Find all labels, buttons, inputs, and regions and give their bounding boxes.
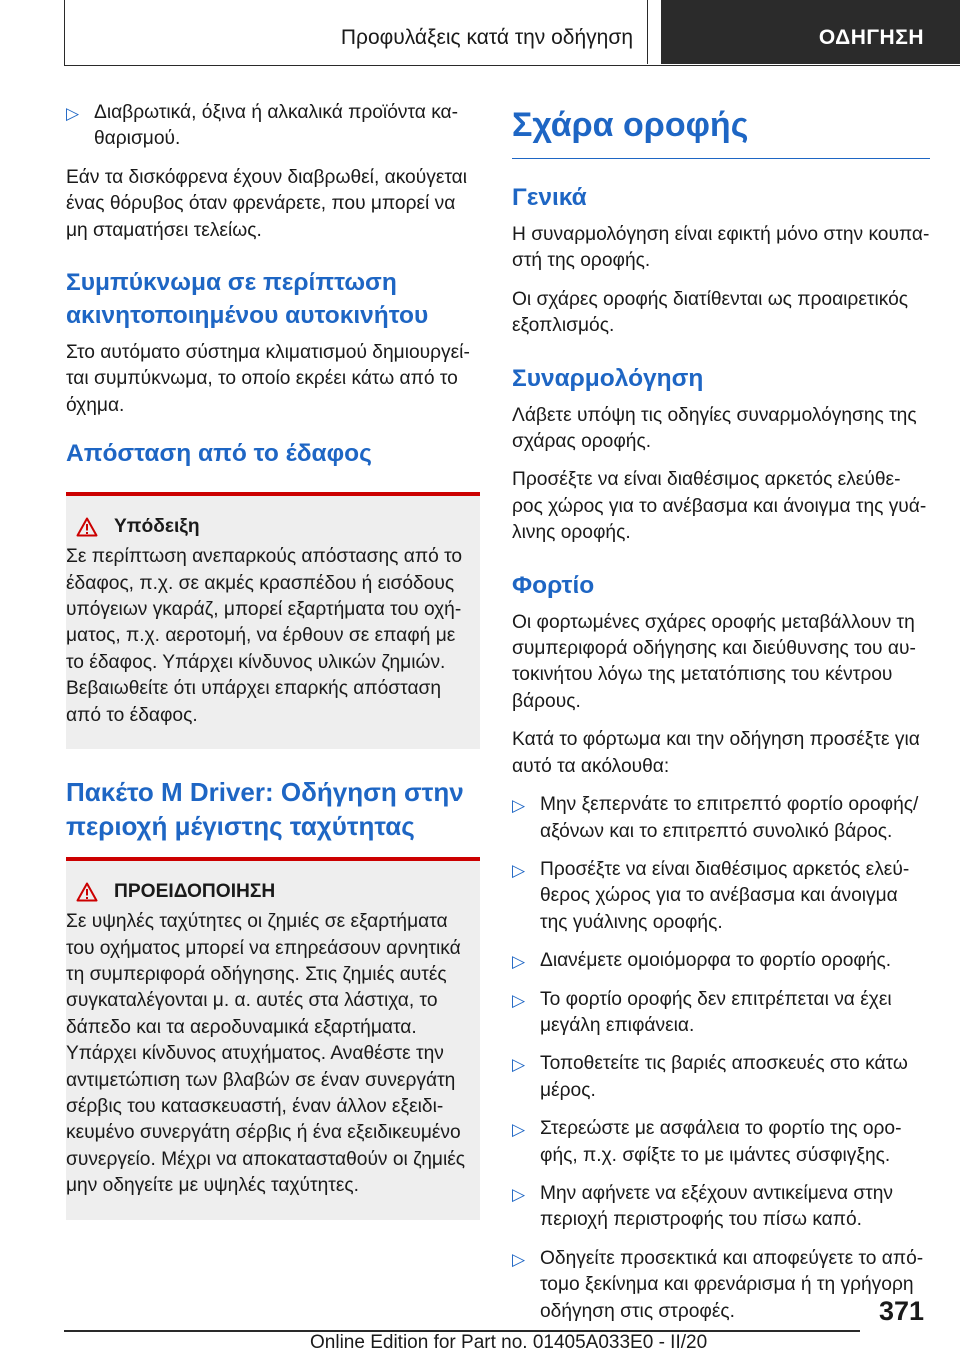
page-number: 371 (878, 1296, 924, 1326)
paragraph: Κατά το φόρτωμα και την οδήγηση προσέξτε για αυτό τα ακόλουθα: (512, 729, 920, 777)
list-item: ▷ Το φορτίο οροφής δεν επιτρέπεται να έχει μεγάλη επιφάνεια. (512, 988, 892, 1036)
list-item: ▷ Μην ξεπερνάτε το επιτρεπτό φορτίο οροφής/ αξόνων και το επιτρεπτό συνολικό βάρος. (512, 794, 919, 842)
bullet-triangle-icon: ▷ (512, 796, 526, 816)
paragraph: Εάν τα δισκόφρενα έχουν διαβρωθεί, ακούγεται ένας θόρυβος όταν φρενάρετε, που μπορεί να μη σταματήσει τελείως. (66, 166, 468, 241)
paragraph: Στο αυτόματο σύστημα κλιματισμού δημιουργεί‐ται συμπύκνωμα, το οποίο εκρέει κάτω από το όχημα. (66, 342, 470, 416)
section-heading: Συναρμολόγηση (512, 364, 704, 392)
list-item: ▷ Διαβρωτικά, όξινα ή αλκαλικά προϊόντα κα‐θαρισμού. (66, 102, 459, 150)
paragraph: Λάβετε υπόψη τις οδηγίες συναρμολόγησης της σχάρας οροφής. (512, 404, 917, 453)
list-item: ▷ Τοποθετείτε τις βαριές αποσκευές στο κάτω μέρος. (512, 1053, 908, 1101)
bullet-triangle-icon: ▷ (512, 1055, 526, 1075)
bullet-triangle-icon: ▷ (512, 1249, 526, 1269)
right-column (512, 104, 930, 1337)
bullet-triangle-icon: ▷ (512, 1120, 526, 1140)
warning-title: ΠΡΟΕΙΔΟΠΟΙΗΣΗ (114, 881, 276, 903)
section-title: Προφυλάξεις κατά την οδήγηση (340, 26, 633, 49)
header-section-title (66, 0, 648, 64)
chapter-title: ΟΔΗΓΗΣΗ (818, 26, 924, 49)
warning-callout (66, 857, 480, 1219)
list-item: ▷ Οδηγείτε προσεκτικά και αποφεύγετε το από‐τομο ξεκίνημα και φρενάρισμα ή τη γρήγορη οδήγηση στις στροφές. (512, 1247, 924, 1322)
edition-text: Online Edition for Part no. 01405A033E0 - II/20 (310, 1332, 708, 1353)
section-heading: Συμπύκνωμα σε περίπτωση ακινητοποιημένου αυτοκινήτου (66, 269, 429, 330)
list-item: ▷ Διανέμετε ομοιόμορφα το φορτίο οροφής. (512, 948, 930, 974)
list-item: ▷ Μην αφήνετε να εξέχουν αντικείμενα στην περιοχή περιστροφής του πίσω καπό. (512, 1182, 894, 1231)
warning-triangle-icon (76, 517, 98, 537)
footer-edition (310, 1332, 707, 1354)
warning-title-row (66, 881, 470, 903)
bullet-triangle-icon: ▷ (512, 860, 526, 880)
left-column (66, 100, 480, 1220)
section-heading: Φορτίο (512, 571, 595, 599)
list-item: ▷ Στερεώστε με ασφάλεια το φορτίο της ορο‐φής, π.χ. σφίξτε το με ιμάντες σύσφιγξης. (512, 1118, 902, 1166)
bullet-list (512, 792, 930, 1325)
warning-text: Σε υψηλές ταχύτητες οι ζημιές σε εξαρτήματα του οχήματος μπορεί να επηρεάσουν αρνητικά τη συμπεριφορά οδήγησης. Στις ζημιές αυτές συγκαταλέγονται μ. α. αυτές στα λάστιχα, το δάπεδο και τα αεροδυναμικά εξαρτήματα. Υπάρχει κίνδυνος ατυχήματος. Αναθέστε την αντιμετώπιση των βλαβών σε έναν συνεργάτη σέρβις του κατασκευαστή, έναν άλλον εξειδι‐κευμένο συνεργάτη σέρβις ή ένα εξειδικευμένο συνεργείο. Μέχρι να αποκατασταθούν οι ζημιές μην οδηγείτε με υψηλές ταχύτητες. (66, 911, 466, 1197)
note-text: Σε περίπτωση ανεπαρκούς απόστασης από το έδαφος, π.χ. σε ακμές κρασπέδου ή εισόδους υπόγειων γκαράζ, μπορεί εξαρτήματα του οχή‐ματος, π.χ. αεροτομή, να έρθουν σε επαφή με το έδαφος. Υπάρχει κίνδυνος υλικών ζημιών. Βεβαιωθείτε ότι υπάρχει επαρκής απόσταση από το έδαφος. (66, 546, 463, 726)
bullet-triangle-icon: ▷ (512, 952, 526, 972)
paragraph: Η συναρμολόγηση είναι εφικτή μόνο στην κουπα‐στή της οροφής. (512, 224, 930, 272)
note-callout (66, 492, 480, 749)
page-title: Σχάρα οροφής (512, 104, 930, 159)
section-heading: Γενικά (512, 184, 587, 211)
bullet-triangle-icon: ▷ (66, 104, 80, 123)
chapter-tab (661, 0, 960, 64)
note-title-row (66, 516, 470, 538)
paragraph: Οι σχάρες οροφής διατίθενται ως προαιρετικός εξοπλισμός. (512, 288, 909, 337)
section-heading: Πακέτο M Driver: Οδήγηση στην περιοχή μέγιστης ταχύτητας (66, 777, 464, 842)
section-heading: Απόσταση από το έδαφος (66, 440, 372, 468)
bullet-triangle-icon: ▷ (512, 1184, 526, 1204)
warning-triangle-icon (76, 882, 98, 902)
list-item: ▷ Προσέξτε να είναι διαθέσιμος αρκετός ελεύ‐θερος χώρος για το ανέβασμα και άνοιγμα της γυάλινης οροφής. (512, 858, 910, 933)
paragraph: Οι φορτωμένες σχάρες οροφής μεταβάλλουν τη συμπεριφορά οδήγησης και διεύθυνσης του αυ‐τοκινήτου λόγω της μετατόπισης του κέντρου βάρους. (512, 611, 916, 712)
note-title: Υπόδειξη (114, 516, 200, 538)
paragraph: Προσέξτε να είναι διαθέσιμος αρκετός ελεύθε‐ρος χώρος για το ανέβασμα και άνοιγμα της γυά‐λινης οροφής. (512, 469, 927, 544)
bullet-triangle-icon: ▷ (512, 990, 526, 1010)
